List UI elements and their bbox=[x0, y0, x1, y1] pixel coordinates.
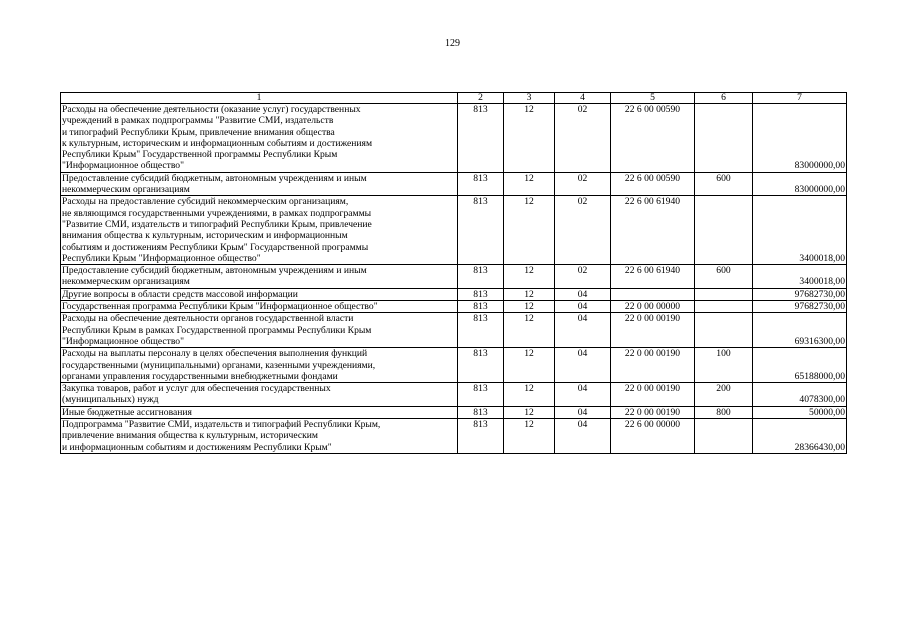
table-row bbox=[61, 406, 847, 418]
table-row bbox=[61, 383, 847, 407]
section-code-cell: 12 bbox=[504, 196, 555, 265]
expense-type-cell: 600 bbox=[695, 172, 753, 196]
target-article-cell: 22 6 00 61940 bbox=[611, 196, 695, 265]
subsection-code-cell: 04 bbox=[555, 419, 611, 454]
table-row bbox=[61, 419, 847, 454]
section-code-cell: 12 bbox=[504, 383, 555, 407]
expense-name-cell: Расходы на выплаты персоналу в целях обеспечения выполнения функций государственными (муниципальными) органами, казенными учреждениями, органами управления государственными внебюджетными фондами bbox=[61, 348, 458, 383]
ministry-code-cell: 813 bbox=[458, 348, 504, 383]
expense-type-cell bbox=[695, 196, 753, 265]
expense-type-cell bbox=[695, 104, 753, 173]
table-row bbox=[61, 301, 847, 313]
section-code-cell: 12 bbox=[504, 265, 555, 289]
amount-cell: 97682730,00 bbox=[753, 288, 847, 300]
subsection-code-cell: 04 bbox=[555, 288, 611, 300]
page-number: 129 bbox=[445, 38, 460, 49]
expense-type-cell: 600 bbox=[695, 265, 753, 289]
target-article-cell: 22 6 00 61940 bbox=[611, 265, 695, 289]
table-row bbox=[61, 313, 847, 348]
target-article-cell: 22 6 00 00590 bbox=[611, 104, 695, 173]
subsection-code-cell: 04 bbox=[555, 301, 611, 313]
section-code-cell: 12 bbox=[504, 313, 555, 348]
expense-type-cell: 800 bbox=[695, 406, 753, 418]
table-row bbox=[61, 348, 847, 383]
subsection-code-cell: 02 bbox=[555, 172, 611, 196]
expense-type-cell: 100 bbox=[695, 348, 753, 383]
target-article-cell bbox=[611, 288, 695, 300]
expense-name-cell: Предоставление субсидий бюджетным, автономным учреждениям и иным некоммерческим организациям bbox=[61, 172, 458, 196]
amount-cell: 69316300,00 bbox=[753, 313, 847, 348]
amount-cell: 50000,00 bbox=[753, 406, 847, 418]
amount-cell: 4078300,00 bbox=[753, 383, 847, 407]
ministry-code-cell: 813 bbox=[458, 406, 504, 418]
target-article-cell: 22 0 00 00190 bbox=[611, 348, 695, 383]
section-code-cell: 12 bbox=[504, 348, 555, 383]
header-cell-7: 7 bbox=[753, 93, 847, 104]
subsection-code-cell: 04 bbox=[555, 383, 611, 407]
header-cell-3: 3 bbox=[504, 93, 555, 104]
section-code-cell: 12 bbox=[504, 419, 555, 454]
table-row bbox=[61, 172, 847, 196]
expense-name-cell: Иные бюджетные ассигнования bbox=[61, 406, 458, 418]
target-article-cell: 22 0 00 00190 bbox=[611, 383, 695, 407]
header-cell-2: 2 bbox=[458, 93, 504, 104]
amount-cell: 3400018,00 bbox=[753, 265, 847, 289]
expense-name-cell: Расходы на обеспечение деятельности органов государственной власти Республики Крым в рамках Государственной программы Республики Крым "Информационное общество" bbox=[61, 313, 458, 348]
amount-cell: 3400018,00 bbox=[753, 196, 847, 265]
section-code-cell: 12 bbox=[504, 104, 555, 173]
header-row bbox=[61, 93, 847, 104]
ministry-code-cell: 813 bbox=[458, 383, 504, 407]
subsection-code-cell: 02 bbox=[555, 265, 611, 289]
header-cell-5: 5 bbox=[611, 93, 695, 104]
expense-name-cell: Расходы на обеспечение деятельности (оказание услуг) государственных учреждений в рамках подпрограммы "Развитие СМИ, издательств и типографий Республики Крым, привлечение внимания общества к культурным, историческим и информационным событиям и достижениям Республики Крым" Государственной программы Республики Крым "Информационное общество" bbox=[61, 104, 458, 173]
expense-name-cell: Предоставление субсидий бюджетным, автономным учреждениям и иным некоммерческим организациям bbox=[61, 265, 458, 289]
amount-cell: 83000000,00 bbox=[753, 172, 847, 196]
subsection-code-cell: 04 bbox=[555, 313, 611, 348]
ministry-code-cell: 813 bbox=[458, 196, 504, 265]
table-row bbox=[61, 196, 847, 265]
subsection-code-cell: 04 bbox=[555, 406, 611, 418]
table-row bbox=[61, 265, 847, 289]
target-article-cell: 22 6 00 00590 bbox=[611, 172, 695, 196]
section-code-cell: 12 bbox=[504, 288, 555, 300]
ministry-code-cell: 813 bbox=[458, 265, 504, 289]
section-code-cell: 12 bbox=[504, 406, 555, 418]
target-article-cell: 22 0 00 00000 bbox=[611, 301, 695, 313]
ministry-code-cell: 813 bbox=[458, 419, 504, 454]
subsection-code-cell: 02 bbox=[555, 196, 611, 265]
amount-cell: 28366430,00 bbox=[753, 419, 847, 454]
expense-type-cell bbox=[695, 313, 753, 348]
table-row bbox=[61, 288, 847, 300]
expense-name-cell: Закупка товаров, работ и услуг для обеспечения государственных (муниципальных) нужд bbox=[61, 383, 458, 407]
target-article-cell: 22 0 00 00190 bbox=[611, 406, 695, 418]
ministry-code-cell: 813 bbox=[458, 313, 504, 348]
expense-name-cell: Другие вопросы в области средств массовой информации bbox=[61, 288, 458, 300]
expense-type-cell bbox=[695, 301, 753, 313]
header-cell-4: 4 bbox=[555, 93, 611, 104]
amount-cell: 65188000,00 bbox=[753, 348, 847, 383]
amount-cell: 83000000,00 bbox=[753, 104, 847, 173]
ministry-code-cell: 813 bbox=[458, 104, 504, 173]
subsection-code-cell: 02 bbox=[555, 104, 611, 173]
ministry-code-cell: 813 bbox=[458, 288, 504, 300]
section-code-cell: 12 bbox=[504, 301, 555, 313]
expense-type-cell bbox=[695, 288, 753, 300]
budget-table bbox=[60, 92, 847, 454]
table-row bbox=[61, 104, 847, 173]
amount-cell: 97682730,00 bbox=[753, 301, 847, 313]
expense-name-cell: Государственная программа Республики Крым "Информационное общество" bbox=[61, 301, 458, 313]
section-code-cell: 12 bbox=[504, 172, 555, 196]
expense-type-cell: 200 bbox=[695, 383, 753, 407]
target-article-cell: 22 0 00 00190 bbox=[611, 313, 695, 348]
expense-name-cell: Расходы на предоставление субсидий некоммерческим организациям, не являющимся государственными учреждениями, в рамках подпрограммы "Развитие СМИ, издательств и типографий Республики Крым, привлечение внимания общества к культурным, историческим и информационным событиям и достижениям Республики Крым" Государственной программы Республики Крым "Информационное общество" bbox=[61, 196, 458, 265]
expense-name-cell: Подпрограмма "Развитие СМИ, издательств и типографий Республики Крым, привлечение внимания общества к культурным, историческим и информационным событиям и достижениям Республики Крым" bbox=[61, 419, 458, 454]
header-cell-1: 1 bbox=[61, 93, 458, 104]
subsection-code-cell: 04 bbox=[555, 348, 611, 383]
target-article-cell: 22 6 00 00000 bbox=[611, 419, 695, 454]
expense-type-cell bbox=[695, 419, 753, 454]
header-cell-6: 6 bbox=[695, 93, 753, 104]
ministry-code-cell: 813 bbox=[458, 172, 504, 196]
ministry-code-cell: 813 bbox=[458, 301, 504, 313]
